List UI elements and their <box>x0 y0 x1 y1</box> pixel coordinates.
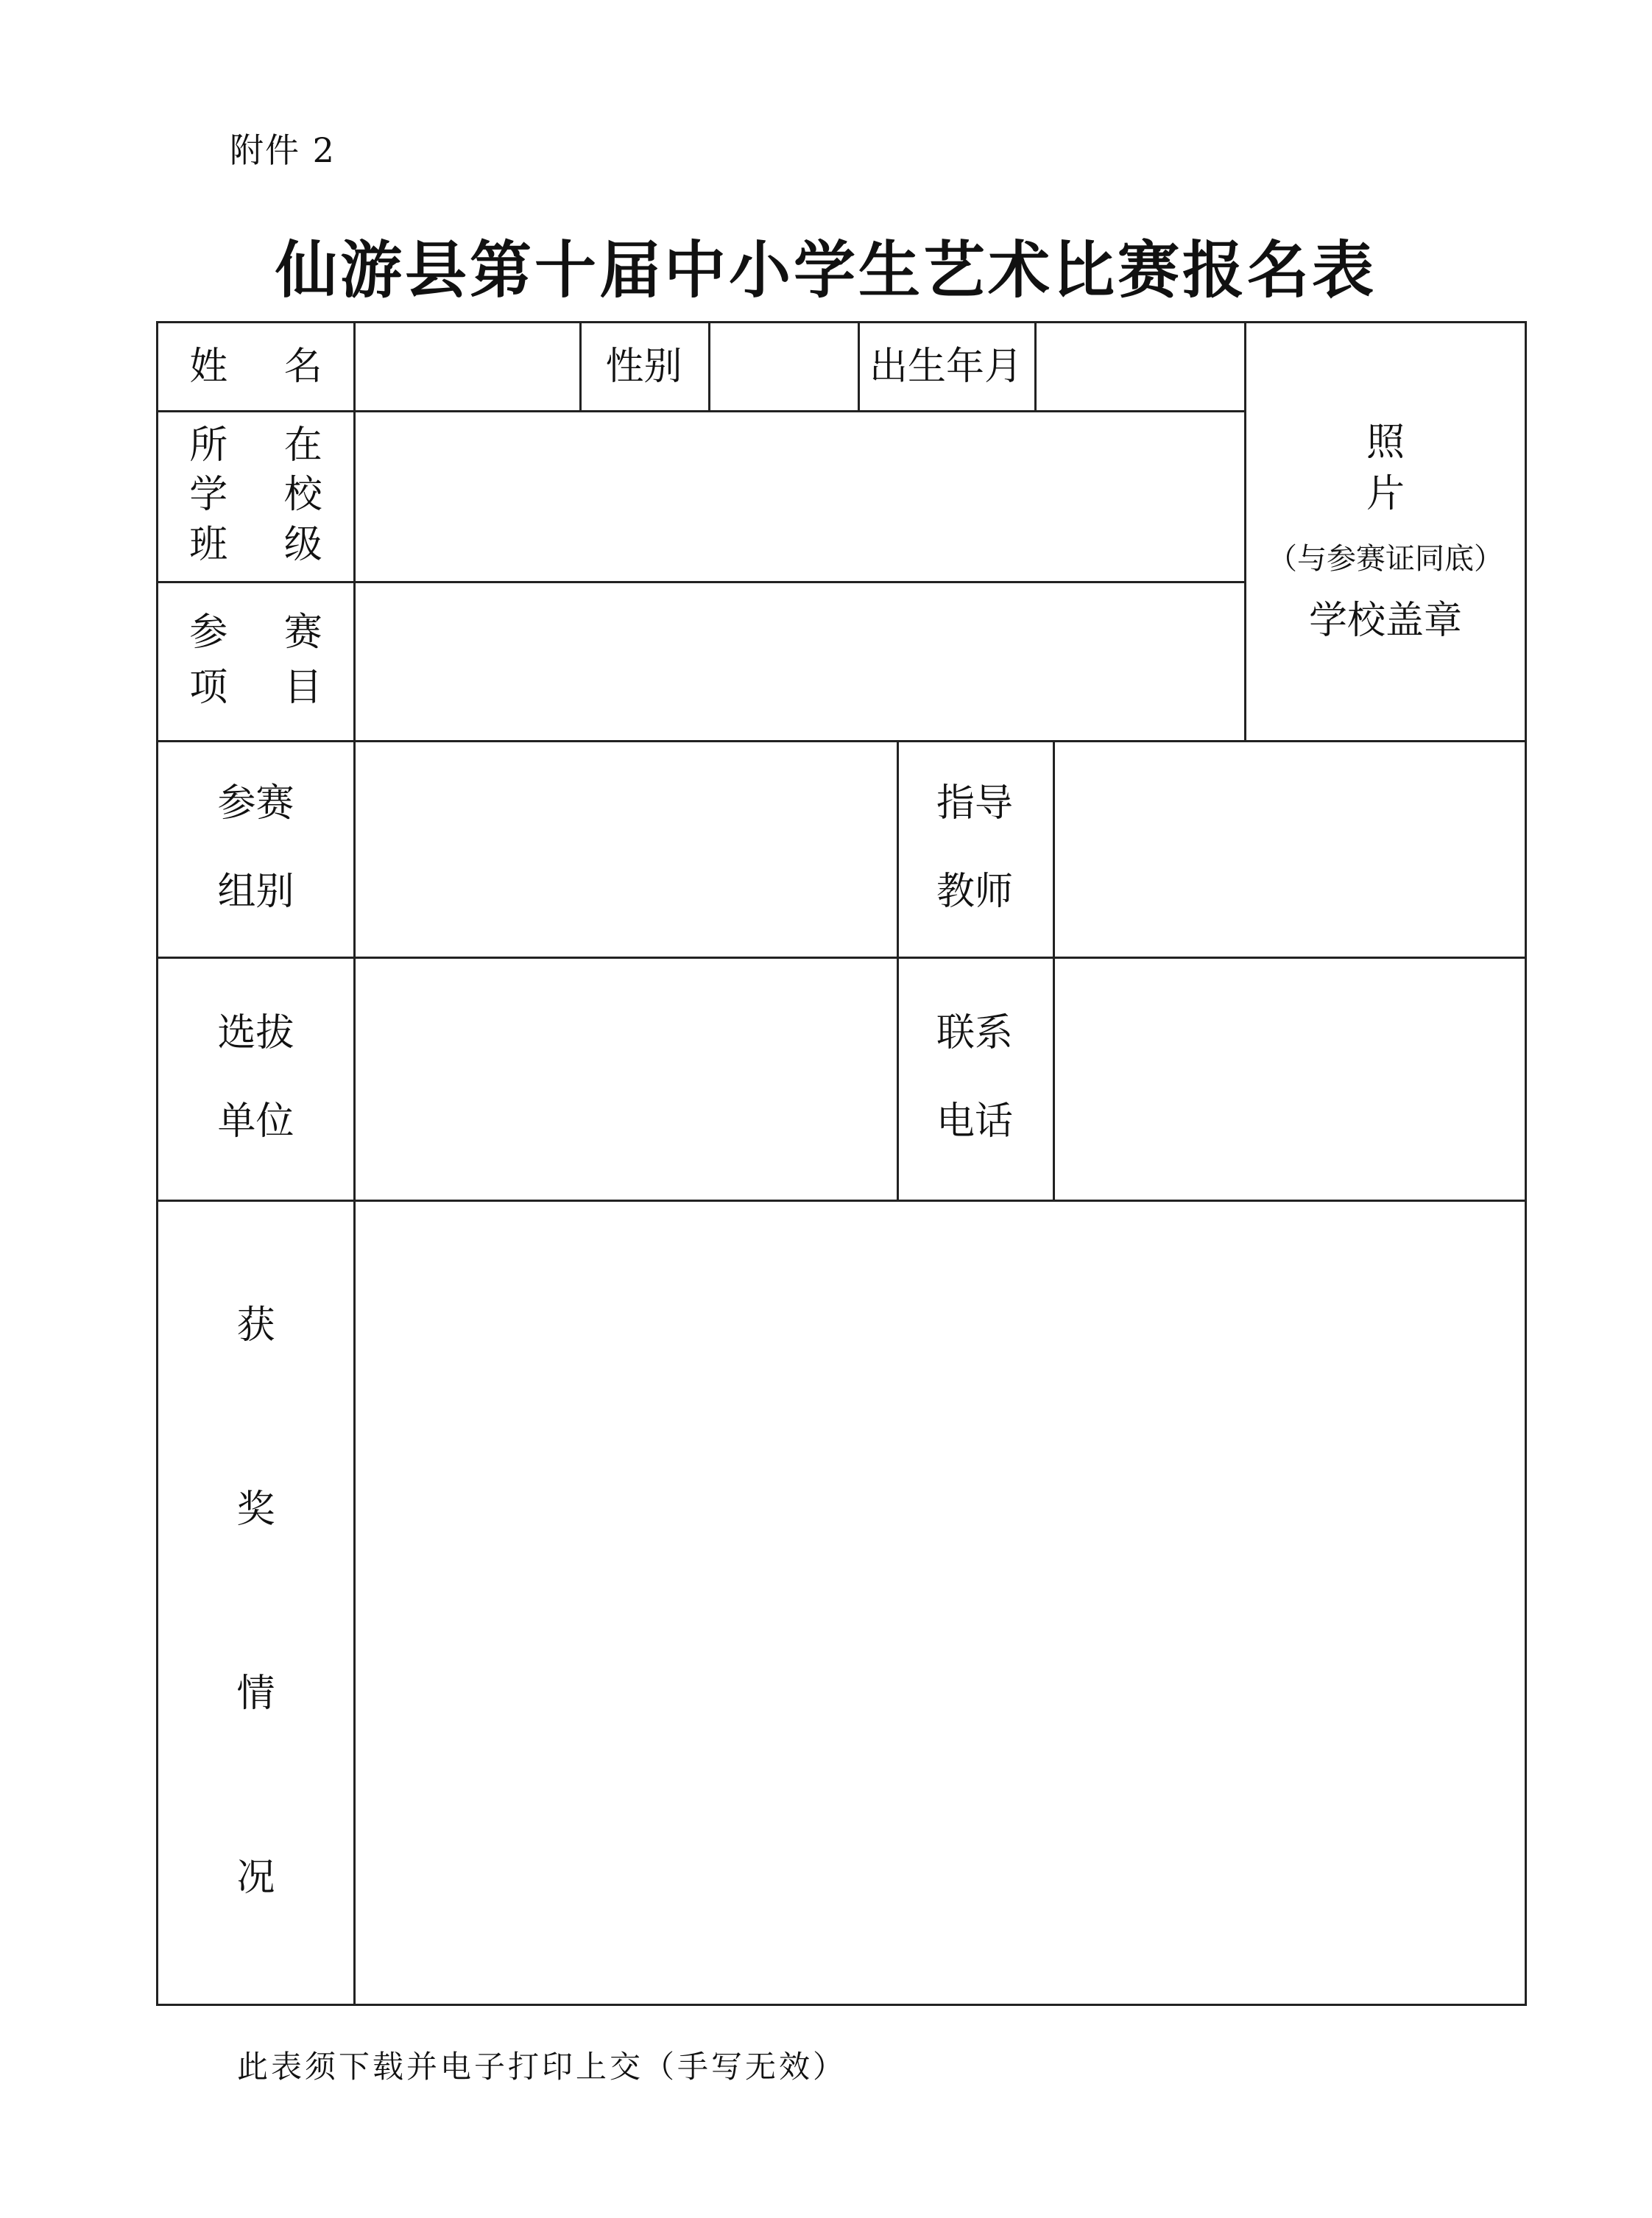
footnote: 此表须下载并电子打印上交（手写无效） <box>237 2049 847 2085</box>
group-field[interactable] <box>356 742 897 957</box>
group-label <box>158 740 353 957</box>
gender-field[interactable] <box>710 323 858 410</box>
birth-date-field[interactable] <box>1037 323 1244 410</box>
awards-field[interactable] <box>356 1202 1525 2004</box>
school-class-label <box>158 410 353 581</box>
group-line-2: 组别 <box>217 870 294 914</box>
awards-line-2: 奖 <box>236 1488 275 1532</box>
unit-line-2: 单位 <box>217 1099 294 1144</box>
selection-unit-field[interactable] <box>356 959 897 1200</box>
selection-unit-label <box>158 957 353 1200</box>
name-field[interactable] <box>356 323 579 410</box>
school-class-field[interactable] <box>356 412 1244 581</box>
photo-label-line-1: 照 <box>1366 420 1405 465</box>
birth-date-label: 出生年月 <box>869 344 1023 389</box>
phone-field[interactable] <box>1055 959 1525 1200</box>
school-class-line-1: 所 在 <box>189 423 345 468</box>
registration-form-table <box>156 321 1527 2006</box>
school-class-line-3: 班 级 <box>189 522 345 567</box>
photo-note: （与参赛证同底） <box>1268 542 1503 577</box>
phone-line-2: 电话 <box>936 1099 1013 1144</box>
school-seal-label: 学校盖章 <box>1308 599 1462 644</box>
event-label <box>158 581 353 740</box>
gender-label: 性别 <box>605 344 682 389</box>
teacher-line-1: 指导 <box>936 781 1013 826</box>
event-line-2: 项 目 <box>189 666 345 710</box>
teacher-field[interactable] <box>1055 742 1525 957</box>
awards-line-3: 情 <box>236 1672 275 1716</box>
teacher-line-2: 教师 <box>936 870 1013 914</box>
awards-line-4: 况 <box>236 1856 275 1900</box>
event-field[interactable] <box>356 583 1244 740</box>
phone-label <box>897 957 1053 1200</box>
school-class-line-2: 学 校 <box>189 473 345 518</box>
photo-label-line-2: 片 <box>1366 471 1405 516</box>
unit-line-1: 选拔 <box>217 1011 294 1056</box>
attachment-label: 附件 2 <box>230 130 336 170</box>
group-line-1: 参赛 <box>217 781 294 826</box>
awards-label <box>158 1200 353 2004</box>
teacher-label <box>897 740 1053 957</box>
name-label: 姓 名 <box>189 344 345 389</box>
form-title: 仙游县第十届中小学生艺术比赛报名表 <box>275 234 1377 306</box>
awards-line-1: 获 <box>236 1303 275 1348</box>
event-line-1: 参 赛 <box>189 610 345 655</box>
phone-line-1: 联系 <box>936 1011 1013 1056</box>
photo-area[interactable] <box>1246 323 1525 740</box>
